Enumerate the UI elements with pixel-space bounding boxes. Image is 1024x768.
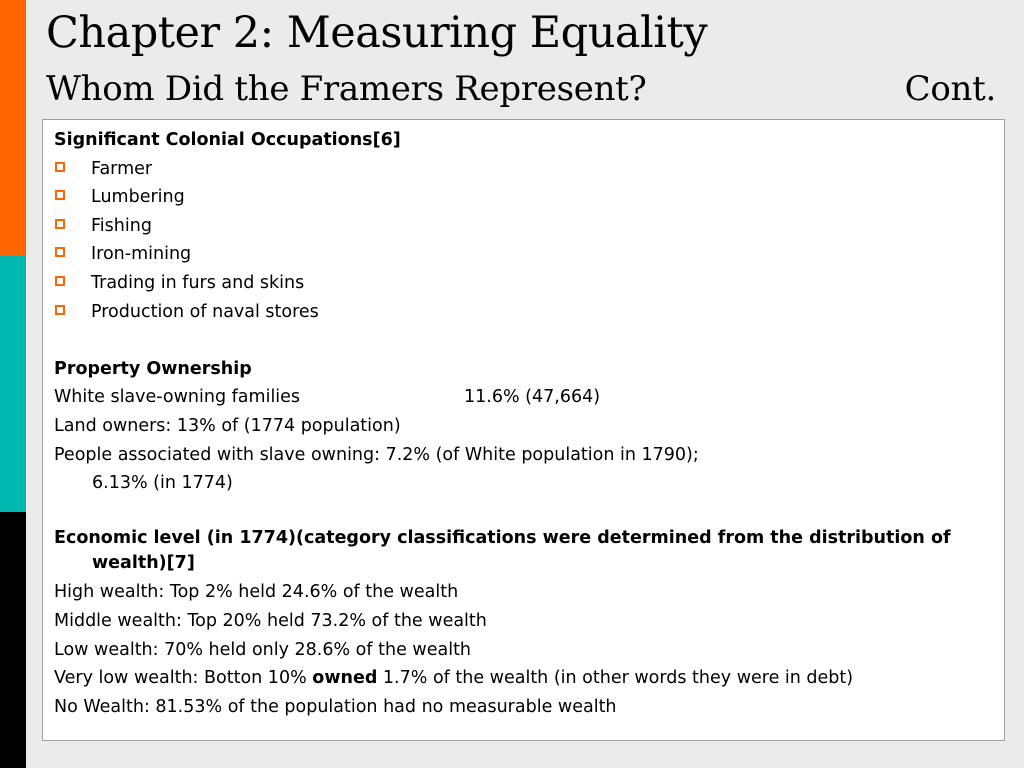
side-bar-black (0, 512, 26, 768)
list-item (54, 212, 1004, 241)
slide-title: Chapter 2: Measuring Equality (46, 8, 708, 58)
no-wealth-row: No Wealth: 81.53% of the population had no measurable wealth (54, 696, 617, 717)
bullet-icon (55, 276, 65, 286)
list-item-label: Iron-mining (91, 244, 192, 265)
very-low-wealth-row (54, 664, 1004, 693)
slave-assoc-row: People associated with slave owning: 7.2% (of White population in 1790); (54, 444, 699, 465)
list-item (54, 240, 1004, 269)
list-item (54, 183, 1004, 212)
side-bar-orange (0, 0, 26, 256)
middle-wealth-row: Middle wealth: Top 20% held 73.2% of the wealth (54, 610, 487, 631)
side-bar-teal (0, 256, 26, 512)
list-item-label: Production of naval stores (91, 301, 319, 322)
subtitle-cont: Cont. (904, 69, 996, 109)
bullet-icon (55, 219, 65, 229)
list-item-label: Trading in furs and skins (91, 272, 305, 293)
occupations-heading: Significant Colonial Occupations[6] (54, 130, 401, 150)
list-item-label: Lumbering (91, 187, 185, 208)
high-wealth-row: High wealth: Top 2% held 24.6% of the wealth (54, 582, 459, 603)
content-box (42, 119, 1005, 741)
list-item-label: Farmer (91, 158, 153, 179)
spacer (54, 326, 1004, 355)
list-item (54, 269, 1004, 298)
bullet-icon (55, 247, 65, 257)
property-heading: Property Ownership (54, 358, 252, 379)
bullet-icon (55, 305, 65, 315)
economic-heading: Economic level (in 1774)(category classifications were determined from the distribution of wealth)[7] (54, 528, 951, 574)
subtitle-text: Whom Did the Framers Represent? (46, 69, 647, 109)
white-slave-label: White slave-owning families (54, 387, 301, 408)
list-item-label: Fishing (91, 215, 152, 236)
list-item (54, 155, 1004, 184)
bullet-icon (55, 190, 65, 200)
bullet-icon (55, 162, 65, 172)
low-wealth-row: Low wealth: 70% held only 28.6% of the wealth (54, 639, 472, 660)
spacer (54, 498, 1004, 527)
slide-subtitle (46, 69, 996, 109)
very-low-bold: owned (312, 668, 378, 689)
white-slave-row (54, 383, 1004, 412)
white-slave-value: 11.6% (47,664) (464, 387, 601, 408)
very-low-post: 1.7% of the wealth (in other words they were in debt) (382, 668, 854, 689)
very-low-pre: Very low wealth: Botton 10% (54, 668, 307, 689)
list-item (54, 298, 1004, 327)
land-owners-row: Land owners: 13% of (1774 population) (54, 415, 401, 436)
slave-assoc-cont-row: 6.13% (in 1774) (92, 473, 233, 494)
